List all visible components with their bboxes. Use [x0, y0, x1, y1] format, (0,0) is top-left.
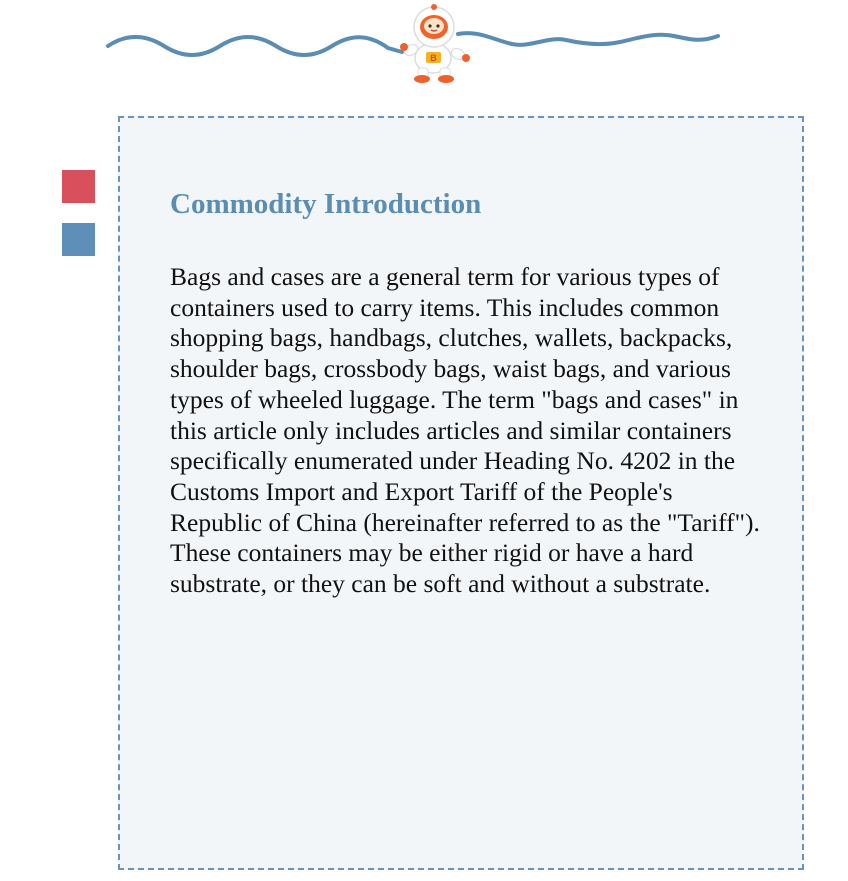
- svg-text:B: B: [430, 53, 437, 63]
- commodity-card: [118, 116, 804, 870]
- wave-header: [0, 0, 848, 95]
- wave-line-right: [458, 33, 718, 45]
- card-body-text: Bags and cases are a general term for various types of containers used to carry items. This includes common shopping bags, handbags, clutches, wallets, backpacks, shoulder bags, crossbody bags, waist bags, and various types of wheeled luggage. The term "bags and cases" in this article only includes articles and similar containers specifically enumerated under Heading No. 4202 in the Customs Import and Export Tariff of the People's Republic of China (hereinafter referred to as the "Tariff"). These containers may be either rigid or have a hard substrate, or they can be soft and without a substrate.: [170, 262, 760, 599]
- accent-square-red: [62, 170, 95, 203]
- wave-line-left: [108, 37, 402, 55]
- astronaut-icon: [400, 4, 470, 83]
- card-title: Commodity Introduction: [170, 188, 482, 220]
- accent-square-blue: [62, 223, 95, 256]
